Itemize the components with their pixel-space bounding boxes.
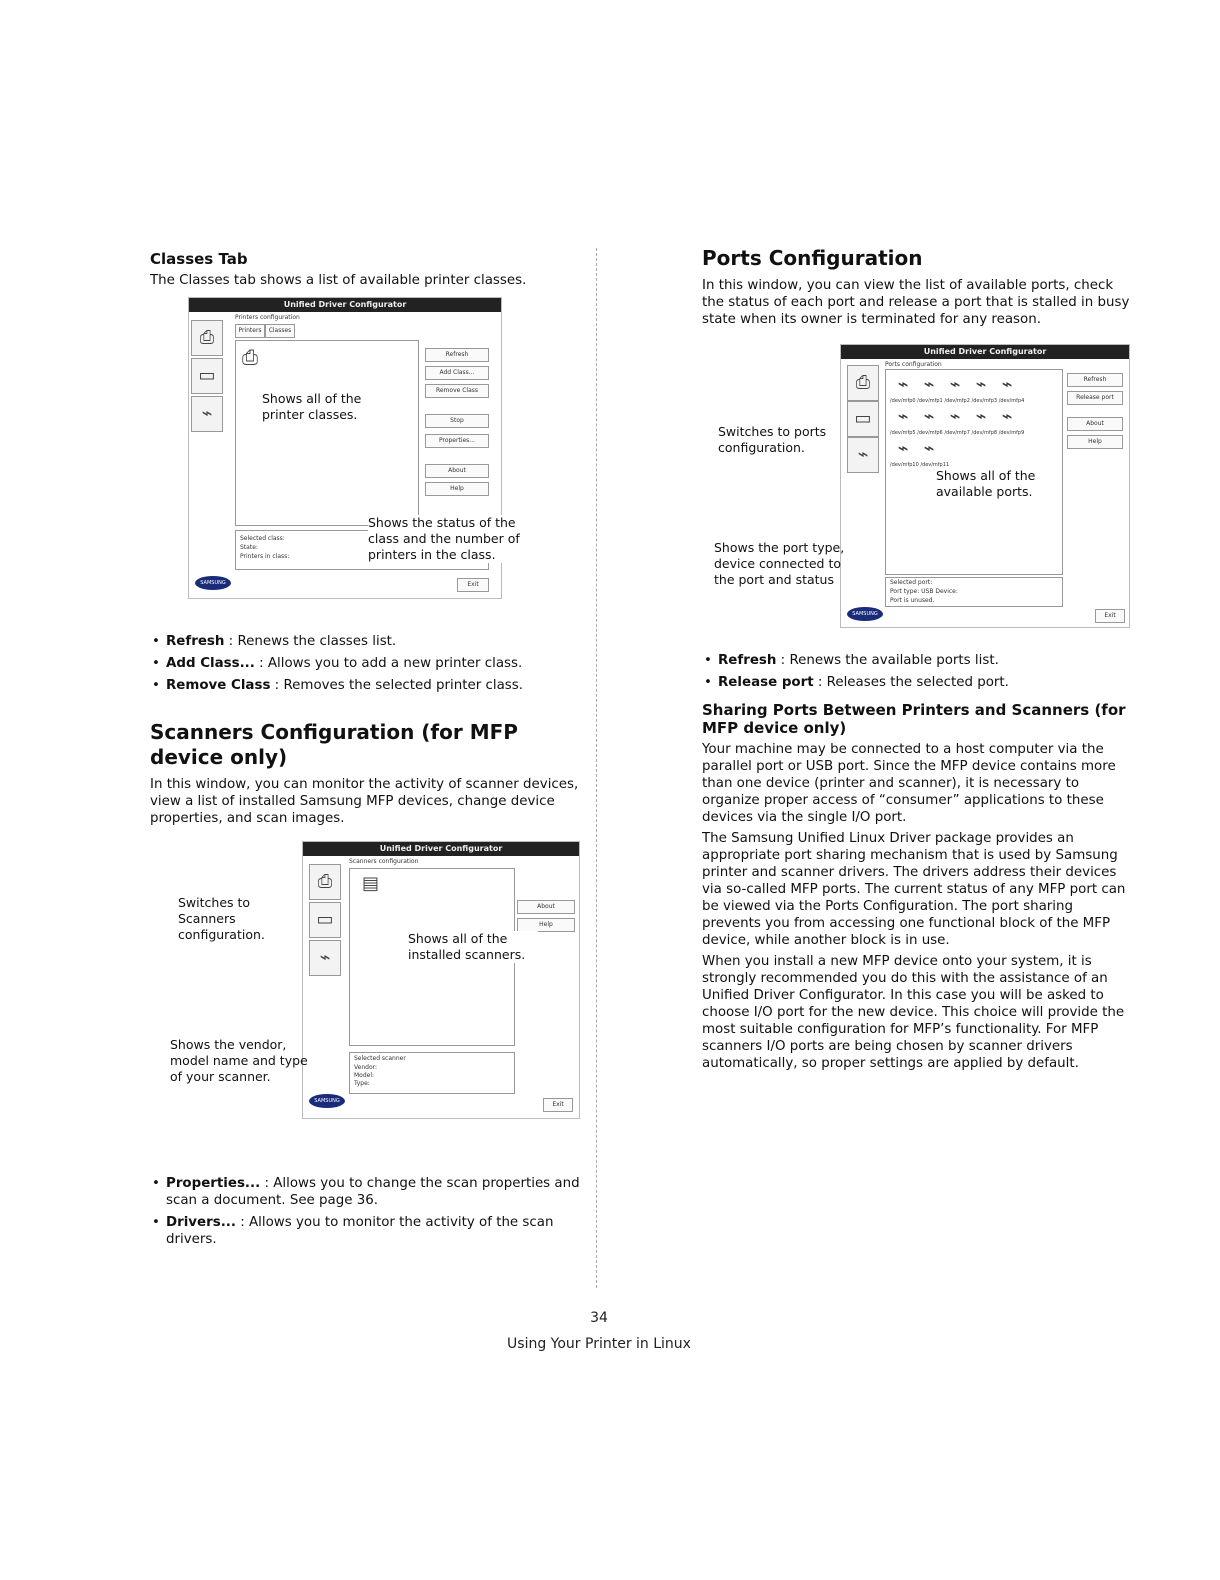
list-item: • Properties... : Allows you to change the scan properties and scan a document. See page 36. xyxy=(150,1175,582,1209)
scanners-heading: Scanners Configuration (for MFP device only) xyxy=(150,720,518,769)
samsung-logo: SAMSUNG xyxy=(847,607,883,621)
exit-button[interactable]: Exit xyxy=(543,1098,573,1112)
usb-port-icon[interactable]: ⌁ xyxy=(975,374,987,395)
sharing-paragraph-2: The Samsung Unified Linux Driver package provides an appropriate port sharing mechanism that is used by Samsung printer and scanner drivers. The drivers address their devices via so-called MFP ports. The current status of any MFP port can be viewed via the Ports Configuration. The port sharing prevents you from accessing one functional block of the MFP device, while another block is in use. xyxy=(702,831,1126,948)
samsung-logo: SAMSUNG xyxy=(309,1094,345,1108)
callout-switch-ports: Switches to ports configuration. xyxy=(718,424,827,455)
status-model: Model: xyxy=(354,1072,375,1079)
printer-config-icon[interactable]: ⎙ xyxy=(847,365,879,401)
callout-port-list: Shows all of the available ports. xyxy=(936,468,1048,500)
sharing-heading: Sharing Ports Between Printers and Scanners (for MFP device only) xyxy=(702,701,1126,737)
list-item: • Drivers... : Allows you to monitor the activity of the scan drivers. xyxy=(150,1214,582,1248)
help-button[interactable]: Help xyxy=(425,482,489,496)
stop-button[interactable]: Stop xyxy=(425,414,489,428)
callout-switch-scanners: Switches to Scanners configuration. xyxy=(178,895,265,942)
remove-class-button[interactable]: Remove Class xyxy=(425,384,489,398)
scanners-bullets xyxy=(150,1175,582,1248)
refresh-button[interactable]: Refresh xyxy=(425,348,489,362)
classes-bullets xyxy=(150,633,582,694)
release-port-button[interactable]: Release port xyxy=(1067,391,1123,405)
port-labels-row-3: /dev/mfp10 /dev/mfp11 xyxy=(890,462,950,468)
callout-scanner-list: Shows all of the installed scanners. xyxy=(408,931,538,963)
port-row-1 xyxy=(890,374,1058,395)
scanners-window xyxy=(302,841,580,1119)
status-type: Type: xyxy=(354,1080,370,1087)
parallel-port-icon[interactable]: ⌁ xyxy=(1001,374,1013,395)
status-selected-scanner: Selected scanner xyxy=(354,1055,406,1062)
about-button[interactable]: About xyxy=(1067,417,1123,431)
classes-tab-heading: Classes Tab xyxy=(150,250,248,268)
ports-bullets xyxy=(702,652,1134,691)
sharing-paragraph-3: When you install a new MFP device onto your system, it is strongly recommended you do this with the assistance of an Unified Driver Configurator. In this case you will be asked to choose I/O port for the new device. This choice will provide the most suitable configuration for MFP’s functionality. For MFP scanners I/O ports are being chosen by scanner drivers automatically, so proper settings are applied by default. xyxy=(702,954,1125,1071)
status-port-type: Port type: USB Device: xyxy=(890,588,958,595)
ports-config-icon[interactable]: ⌁ xyxy=(191,396,223,432)
sharing-paragraph-1: Your machine may be connected to a host computer via the parallel port or USB port. Since the MFP device contains more than one device (printer and scanner), it is necessary to organize proper access of “consumer” applications to these devices via the single I/O port. xyxy=(702,742,1116,825)
parallel-port-icon[interactable]: ⌁ xyxy=(923,406,935,427)
properties-button[interactable]: Properties... xyxy=(425,434,489,448)
parallel-port-icon[interactable]: ⌁ xyxy=(923,438,935,459)
ports-config-icon[interactable]: ⌁ xyxy=(309,940,341,976)
parallel-port-icon[interactable]: ⌁ xyxy=(897,438,909,459)
about-button[interactable]: About xyxy=(425,464,489,478)
usb-port-icon[interactable]: ⌁ xyxy=(923,374,935,395)
printer-config-icon[interactable]: ⎙ xyxy=(309,864,341,900)
class-icon: ⎙ xyxy=(242,345,258,369)
printer-config-icon[interactable]: ⎙ xyxy=(191,320,223,356)
tab-printers[interactable]: Printers xyxy=(235,324,265,338)
port-status-panel xyxy=(885,577,1063,607)
ports-heading: Ports Configuration xyxy=(702,246,923,270)
scanner-config-icon[interactable]: ▭ xyxy=(309,902,341,938)
parallel-port-icon[interactable]: ⌁ xyxy=(1001,406,1013,427)
scanners-intro: In this window, you can monitor the activity of scanner devices, view a list of installed Samsung MFP devices, change device properties, and scan images. xyxy=(150,777,579,826)
samsung-logo: SAMSUNG xyxy=(195,576,231,590)
exit-button[interactable]: Exit xyxy=(1095,609,1125,623)
scanners-screenshot xyxy=(150,841,582,1141)
group-label: Ports configuration xyxy=(885,361,942,368)
callout-port-type: Shows the port type, device connected to the port and status xyxy=(714,540,845,587)
ports-screenshot xyxy=(702,344,1134,644)
status-vendor: Vendor: xyxy=(354,1064,377,1071)
ports-intro: In this window, you can view the list of available ports, check the status of each port and release a port that is stalled in busy state when its owner is terminated for any reason. xyxy=(702,278,1130,327)
help-button[interactable]: Help xyxy=(517,918,575,932)
group-label: Printers configuration xyxy=(235,314,300,321)
footer-chapter: Using Your Printer in Linux xyxy=(507,1336,691,1352)
callout-class-status: Shows the status of the class and the number of printers in the class. xyxy=(368,515,530,563)
classes-screenshot xyxy=(150,297,582,627)
window-titlebar: Unified Driver Configurator xyxy=(303,842,579,856)
usb-port-icon[interactable]: ⌁ xyxy=(949,374,961,395)
callout-scanner-vendor: Shows the vendor, model name and type of your scanner. xyxy=(170,1037,308,1084)
scanner-icon: ▤ xyxy=(362,873,380,894)
parallel-port-icon[interactable]: ⌁ xyxy=(897,406,909,427)
left-column xyxy=(150,240,582,1253)
status-selected-port: Selected port: xyxy=(890,579,933,586)
port-labels-row-2: /dev/mfp5 /dev/mfp6 /dev/mfp7 /dev/mfp8 /dev/mfp9 xyxy=(890,430,1025,436)
parallel-port-icon[interactable]: ⌁ xyxy=(949,406,961,427)
status-selected-class: Selected class: xyxy=(240,535,285,542)
window-titlebar: Unified Driver Configurator xyxy=(841,345,1129,359)
ports-config-icon[interactable]: ⌁ xyxy=(847,437,879,473)
group-label: Scanners configuration xyxy=(349,858,419,865)
refresh-button[interactable]: Refresh xyxy=(1067,373,1123,387)
list-item: • Remove Class : Removes the selected printer class. xyxy=(150,677,582,694)
tab-classes[interactable]: Classes xyxy=(265,324,295,338)
list-item: • Refresh : Renews the available ports list. xyxy=(702,652,1134,669)
scanner-status-panel xyxy=(349,1052,515,1094)
window-titlebar: Unified Driver Configurator xyxy=(189,298,501,312)
port-labels-row-1: /dev/mfp0 /dev/mfp1 /dev/mfp2 /dev/mfp3 /dev/mfp4 xyxy=(890,398,1025,404)
scanner-config-icon[interactable]: ▭ xyxy=(847,401,879,437)
class-list-panel[interactable] xyxy=(235,340,419,526)
list-item: • Release port : Releases the selected port. xyxy=(702,674,1134,691)
port-row-2 xyxy=(890,406,1058,427)
column-divider xyxy=(596,248,597,1288)
port-row-3 xyxy=(890,438,950,459)
add-class-button[interactable]: Add Class... xyxy=(425,366,489,380)
right-column xyxy=(702,240,1134,1076)
usb-port-icon[interactable]: ⌁ xyxy=(897,374,909,395)
help-button[interactable]: Help xyxy=(1067,435,1123,449)
status-state: State: xyxy=(240,544,258,551)
page-number: 34 xyxy=(590,1310,608,1326)
about-button[interactable]: About xyxy=(517,900,575,914)
list-item: • Refresh : Renews the classes list. xyxy=(150,633,582,650)
list-item: • Add Class... : Allows you to add a new printer class. xyxy=(150,655,582,672)
status-port-unused: Port is unused. xyxy=(890,597,935,604)
exit-button[interactable]: Exit xyxy=(457,578,489,592)
status-printers-in-class: Printers in class: xyxy=(240,553,290,560)
classes-tab-intro: The Classes tab shows a list of available printer classes. xyxy=(150,273,527,288)
callout-class-list: Shows all of the printer classes. xyxy=(262,391,372,423)
scanner-config-icon[interactable]: ▭ xyxy=(191,358,223,394)
parallel-port-icon[interactable]: ⌁ xyxy=(975,406,987,427)
